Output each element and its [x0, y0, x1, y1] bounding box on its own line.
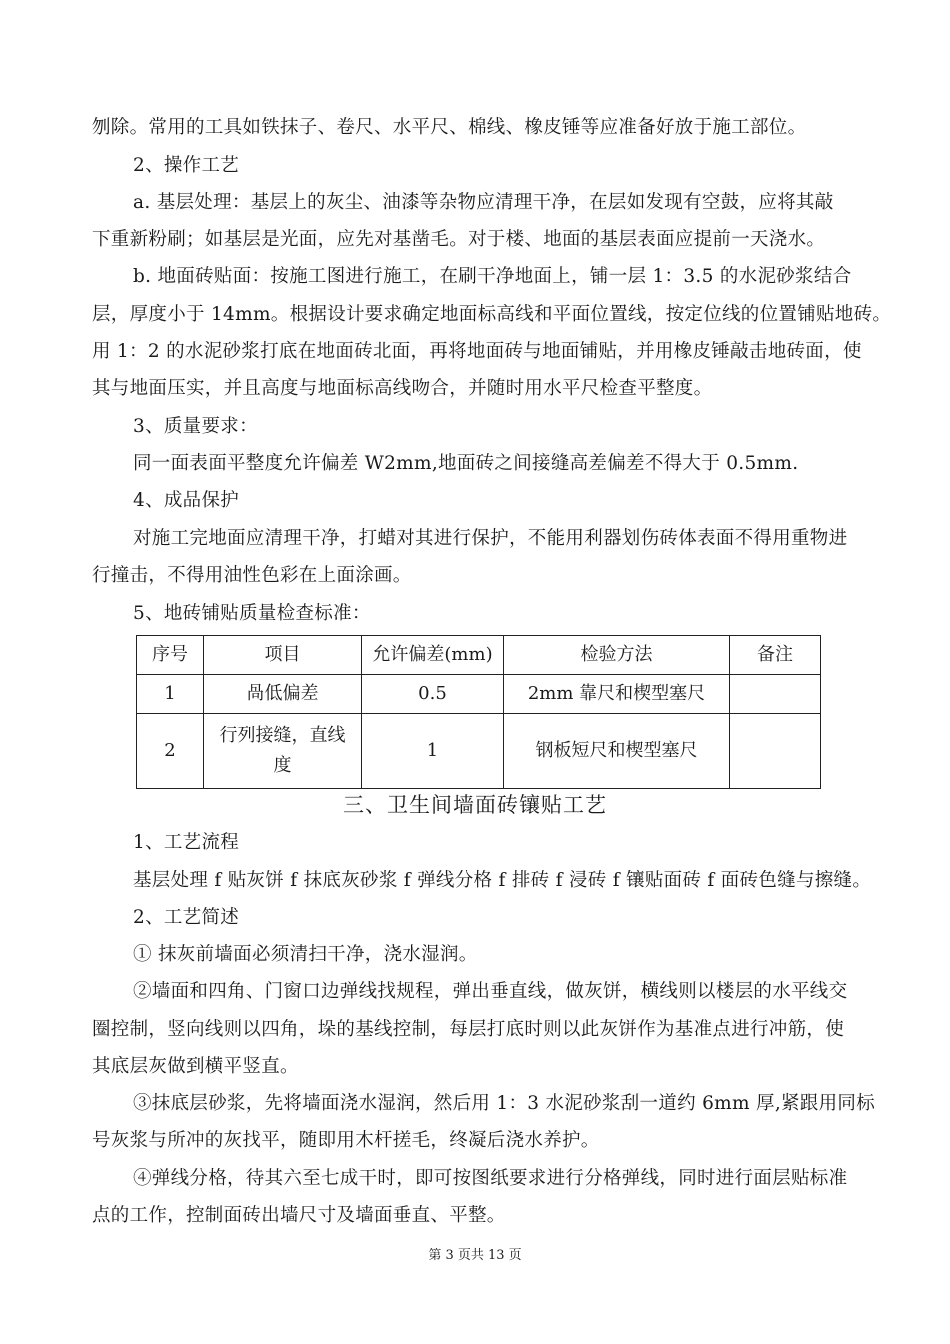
table-header-cell: 项目	[204, 636, 362, 675]
table-cell: 钢板短尺和楔型塞尺	[504, 714, 730, 789]
quality-standard-table	[136, 635, 821, 789]
paragraph: ④弹线分格，待其六至七成干时，即可按图纸要求进行分格弹线，同时进行面层贴标准	[133, 1168, 848, 1189]
paragraph: 圈控制，竖向线则以四角，垛的基线控制，每层打底时则以此灰饼作为基准点进行冲筋，使	[92, 1019, 845, 1040]
table-cell: 1	[137, 675, 204, 714]
table-cell: 行列接缝，直线度	[204, 714, 362, 789]
table-row	[137, 714, 821, 789]
paragraph: 号灰浆与所冲的灰找平，随即用木杆搓毛，终凝后浇水养护。	[92, 1130, 600, 1151]
paragraph: b. 地面砖贴面：按施工图进行施工，在刷干净地面上，铺一层 1：3.5 的水泥砂浆结合	[133, 266, 852, 287]
table-header-row	[137, 636, 821, 675]
page-number-footer: 第 3 页共 13 页	[428, 1248, 522, 1263]
table-cell: 咼低偏差	[204, 675, 362, 714]
table-cell	[730, 714, 821, 789]
paragraph: 层，厚度小于 14mm。根据设计要求确定地面标高线和平面位置线，按定位线的位置铺贴地砖。	[92, 304, 892, 325]
subheading-protection: 4、成品保护	[133, 490, 240, 511]
paragraph: 点的工作，控制面砖出墙尺寸及墙面垂直、平整。	[92, 1205, 506, 1226]
table-cell: 0.5	[362, 675, 504, 714]
table-cell: 1	[362, 714, 504, 789]
subheading-standard: 5、地砖铺贴质量检查标准：	[133, 603, 371, 624]
paragraph: 其与地面压实，并且高度与地面标高线吻合，并随时用水平尺检查平整度。	[92, 378, 713, 399]
paragraph: 对施工完地面应清理干净，打蜡对其进行保护，不能用利器划伤砖体表面不得用重物进	[133, 528, 848, 549]
table-header-cell: 备注	[730, 636, 821, 675]
paragraph: 其底层灰做到横平竖直。	[92, 1056, 299, 1077]
paragraph: 基层处理 f 贴灰饼 f 抹底灰砂浆 f 弹线分格 f 排砖 f 浸砖 f 镶贴面砖 f 面砖色缝与擦缝。	[133, 870, 872, 891]
subheading-description: 2、工艺简述	[133, 907, 240, 928]
table-row	[137, 675, 821, 714]
table-cell: 2mm 靠尺和楔型塞尺	[504, 675, 730, 714]
paragraph: ②墙面和四角、门窗口边弹线找规程，弹出垂直线，做灰饼，横线则以楼层的水平线交	[133, 981, 848, 1002]
paragraph: 同一面表面平整度允许偏差 W2mm,地面砖之间接缝高差偏差不得大于 0.5mm.	[133, 453, 799, 474]
table-header-cell: 允许偏差(mm)	[362, 636, 504, 675]
section-title: 三、卫生间墙面砖镶贴工艺	[343, 793, 607, 817]
paragraph: 刎除。常用的工具如铁抹子、卷尺、水平尺、棉线、橡皮锤等应准备好放于施工部位。	[92, 117, 807, 138]
paragraph: ① 抹灰前墙面必须清扫干净，浇水湿润。	[133, 944, 478, 965]
table-header-cell: 检验方法	[504, 636, 730, 675]
subheading-operation: 2、操作工艺	[133, 155, 240, 176]
table-header-cell: 序号	[137, 636, 204, 675]
table-cell	[730, 675, 821, 714]
subheading-process: 1、工艺流程	[133, 832, 240, 853]
paragraph: 用 1：2 的水泥砂浆打底在地面砖北面，再将地面砖与地面铺贴，并用橡皮锤敲击地砖面，使	[92, 341, 862, 362]
paragraph: a. 基层处理：基层上的灰尘、油漆等杂物应清理干净，在层如发现有空鼓，应将其敲	[133, 192, 834, 213]
paragraph: 下重新粉刷；如基层是光面，应先对基凿毛。对于楼、地面的基层表面应提前一天浇水。	[92, 229, 826, 250]
subheading-quality: 3、质量要求：	[133, 416, 258, 437]
table-cell: 2	[137, 714, 204, 789]
paragraph: 行撞击，不得用油性色彩在上面涂画。	[92, 565, 412, 586]
paragraph: ③抹底层砂浆，先将墙面浇水湿润，然后用 1：3 水泥砂浆刮一道约 6mm 厚,紧跟用同标	[133, 1093, 876, 1114]
